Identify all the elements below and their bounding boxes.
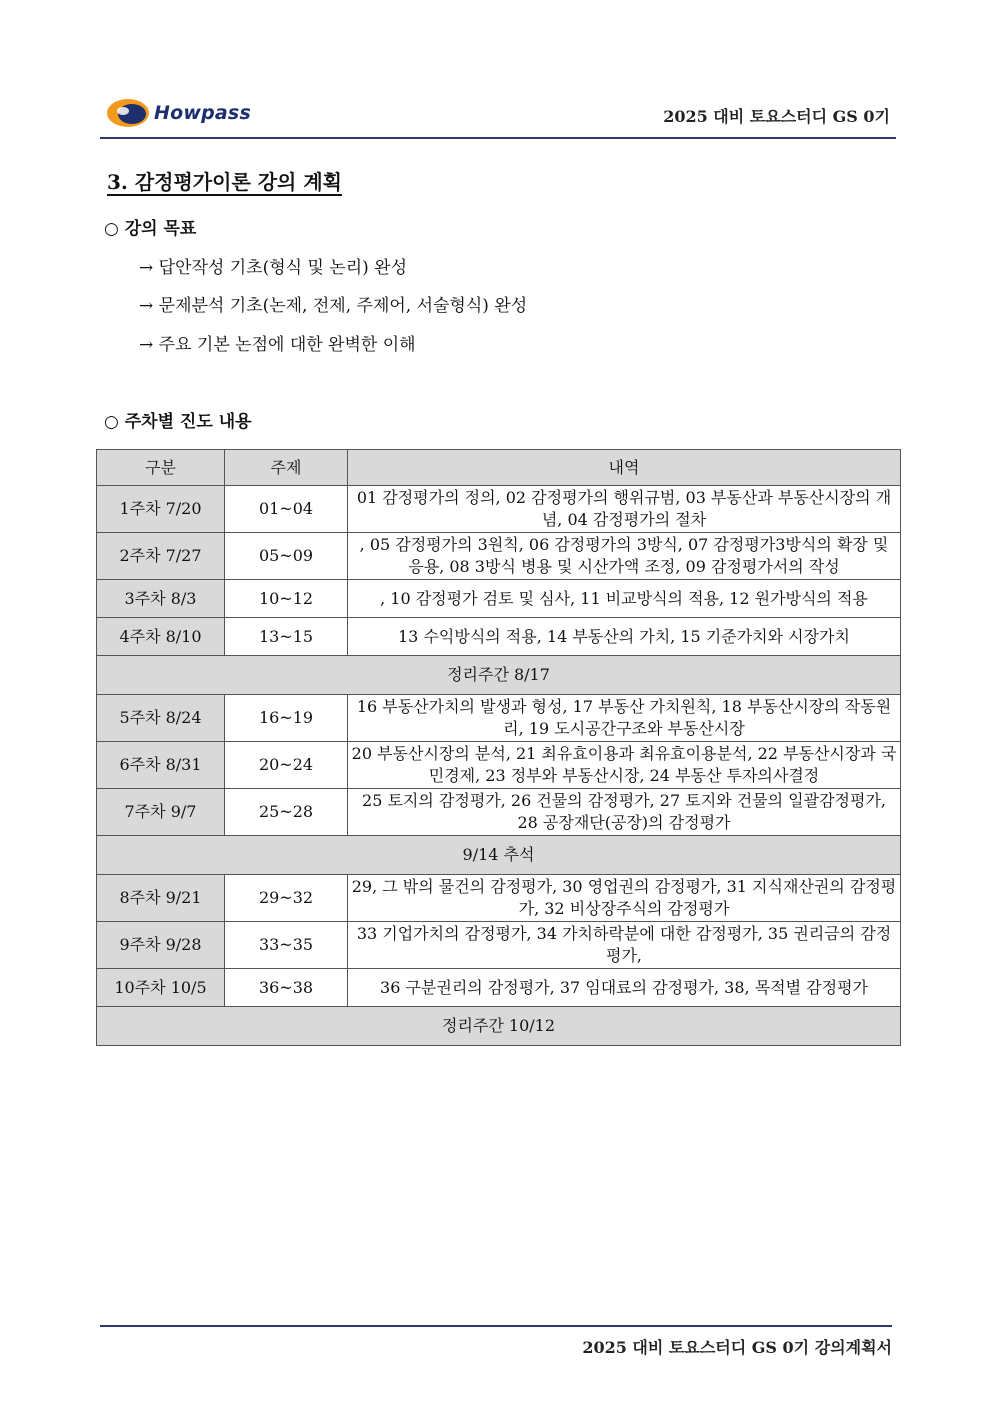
- schedule-heading: ○ 주차별 진도 내용: [104, 412, 252, 432]
- table-row: [97, 922, 901, 969]
- summary-cell: 9/14 추석: [97, 836, 901, 875]
- topic-range-cell: 33~35: [225, 922, 348, 969]
- week-cell: 2주차 7/27: [97, 533, 225, 580]
- topic-range-cell: 16~19: [225, 695, 348, 742]
- topic-range-cell: 29~32: [225, 875, 348, 922]
- section-title: 3. 감정평가이론 강의 계획: [107, 170, 342, 194]
- week-cell: 6주차 8/31: [97, 742, 225, 789]
- header-cell-week: 구분: [97, 450, 225, 486]
- table-row: [97, 580, 901, 618]
- table-row: [97, 875, 901, 922]
- table-row: [97, 742, 901, 789]
- page-header: [100, 96, 896, 140]
- content-cell: 25 토지의 감정평가, 26 건물의 감정평가, 27 토지와 건물의 일괄감정평가, 28 공장재단(공장)의 감정평가: [348, 789, 901, 836]
- table-row: [97, 789, 901, 836]
- goals-heading: ○ 강의 목표: [104, 219, 197, 239]
- content-cell: 20 부동산시장의 분석, 21 최유효이용과 최유효이용분석, 22 부동산시장과 국민경제, 23 정부와 부동산시장, 24 부동산 투자의사결정: [348, 742, 901, 789]
- header-title: 2025 대비 토요스터디 GS 0기: [663, 107, 890, 126]
- schedule-table: [96, 449, 901, 1046]
- week-cell: 7주차 9/7: [97, 789, 225, 836]
- goal-item: → 주요 기본 논점에 대한 완벽한 이해: [139, 335, 416, 355]
- week-cell: 4주차 8/10: [97, 618, 225, 656]
- footer-text: 2025 대비 토요스터디 GS 0기 강의계획서: [582, 1338, 892, 1357]
- table-row: [97, 695, 901, 742]
- content-cell: 36 구분권리의 감정평가, 37 임대료의 감정평가, 38, 목적별 감정평가: [348, 969, 901, 1007]
- content-cell: 29, 그 밖의 물건의 감정평가, 30 영업권의 감정평가, 31 지식재산권의 감정평가, 32 비상장주식의 감정평가: [348, 875, 901, 922]
- week-cell: 3주차 8/3: [97, 580, 225, 618]
- table-header-row: [97, 450, 901, 486]
- logo-text: Howpass: [154, 102, 251, 124]
- content-cell: , 10 감정평가 검토 및 심사, 11 비교방식의 적용, 12 원가방식의 적용: [348, 580, 901, 618]
- header-cell-topic: 주제: [225, 450, 348, 486]
- summary-row: [97, 836, 901, 875]
- summary-cell: 정리주간 10/12: [97, 1007, 901, 1046]
- table-row: [97, 618, 901, 656]
- howpass-logo-icon: [106, 98, 150, 128]
- topic-range-cell: 13~15: [225, 618, 348, 656]
- table-row: [97, 486, 901, 533]
- summary-row: [97, 1007, 901, 1046]
- header-cell-content: 내역: [348, 450, 901, 486]
- content-cell: 16 부동산가치의 발생과 형성, 17 부동산 가치원칙, 18 부동산시장의 작동원리, 19 도시공간구조와 부동산시장: [348, 695, 901, 742]
- week-cell: 9주차 9/28: [97, 922, 225, 969]
- week-cell: 8주차 9/21: [97, 875, 225, 922]
- header-divider: [100, 137, 896, 139]
- table-row: [97, 969, 901, 1007]
- footer-divider: [100, 1325, 892, 1327]
- week-cell: 5주차 8/24: [97, 695, 225, 742]
- content-cell: 13 수익방식의 적용, 14 부동산의 가치, 15 기준가치와 시장가치: [348, 618, 901, 656]
- content-cell: 33 기업가치의 감정평가, 34 가치하락분에 대한 감정평가, 35 권리금의 감정평가,: [348, 922, 901, 969]
- topic-range-cell: 36~38: [225, 969, 348, 1007]
- topic-range-cell: 10~12: [225, 580, 348, 618]
- summary-row: [97, 656, 901, 695]
- content-cell: 01 감정평가의 정의, 02 감정평가의 행위규범, 03 부동산과 부동산시장의 개념, 04 감정평가의 절차: [348, 486, 901, 533]
- topic-range-cell: 25~28: [225, 789, 348, 836]
- table-row: [97, 533, 901, 580]
- week-cell: 1주차 7/20: [97, 486, 225, 533]
- goal-item: → 답안작성 기초(형식 및 논리) 완성: [139, 258, 408, 278]
- topic-range-cell: 01~04: [225, 486, 348, 533]
- week-cell: 10주차 10/5: [97, 969, 225, 1007]
- content-cell: , 05 감정평가의 3원칙, 06 감정평가의 3방식, 07 감정평가3방식의 확장 및 응용, 08 3방식 병용 및 시산가액 조정, 09 감정평가서의 작성: [348, 533, 901, 580]
- topic-range-cell: 20~24: [225, 742, 348, 789]
- howpass-logo: [106, 98, 251, 128]
- summary-cell: 정리주간 8/17: [97, 656, 901, 695]
- topic-range-cell: 05~09: [225, 533, 348, 580]
- goal-item: → 문제분석 기초(논제, 전제, 주제어, 서술형식) 완성: [139, 296, 528, 316]
